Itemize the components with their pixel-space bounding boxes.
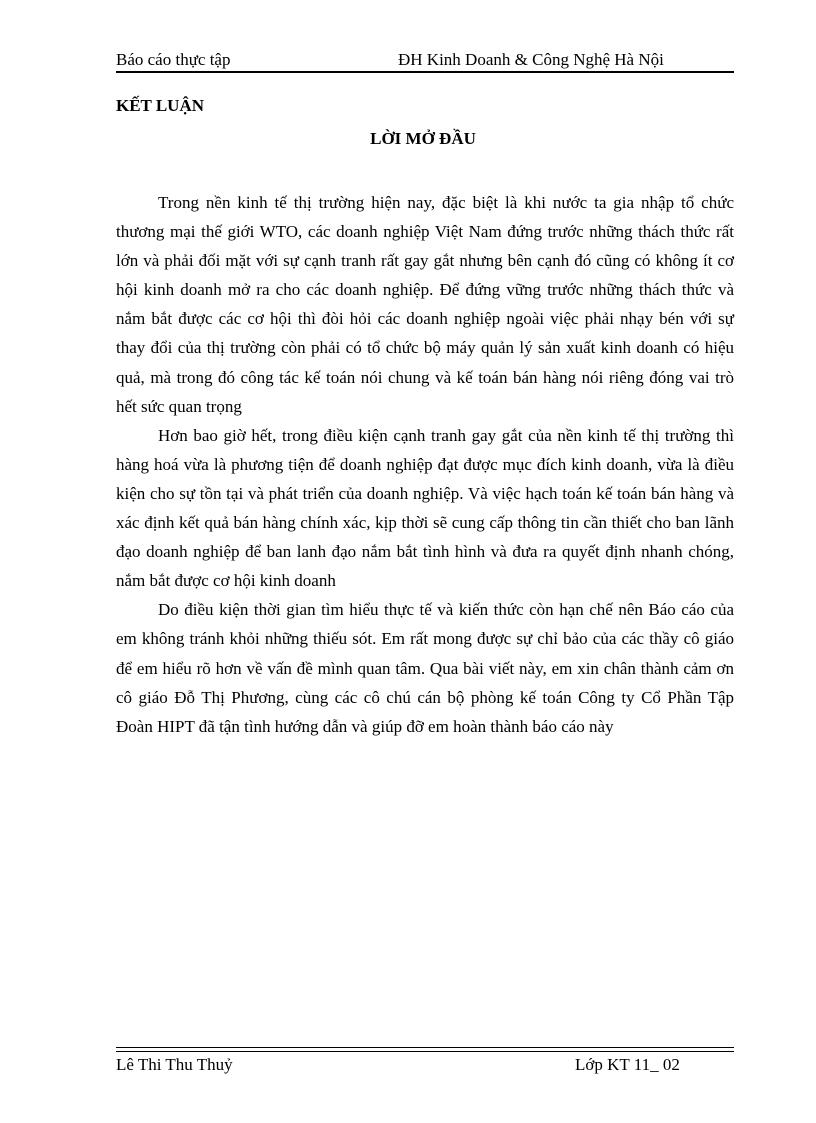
- footer-divider-bottom: [116, 1051, 734, 1052]
- header-university: ĐH Kinh Doanh & Công Nghệ Hà Nội: [398, 50, 664, 69]
- footer-divider-top: [116, 1047, 734, 1048]
- paragraph: Hơn bao giờ hết, trong điều kiện cạnh tranh gay gắt của nền kinh tế thị trường thì hàng hoá vừa là phương tiện để doanh nghiệp đạt được mục đích kinh doanh, vừa là điều kiện cho sự tồn tại và phát triển của doanh nghiệp. Và việc hạch toán kế toán bán hàng và xác định kết quả bán hàng chính xác, kịp thời sẽ cung cấp thông tin cần thiết cho ban lãnh đạo doanh nghiệp để ban lanh đạo nắm bắt tình hình và đưa ra quyết định nhanh chóng, nắm bắt được cơ hội kinh doanh: [116, 425, 734, 591]
- paragraph: Trong nền kinh tế thị trường hiện nay, đặc biệt là khi nước ta gia nhập tổ chức thương mại thế giới WTO, các doanh nghiệp Việt Nam đứng trước những thách thức rất lớn và phải đối mặt với sự cạnh tranh rất gay gắt nhưng bên cạnh đó cũng có không ít cơ hội kinh doanh mở ra cho các doanh nghiệp. Để đứng vững trước những thách thức và nắm bắt được các cơ hội thì đòi hỏi các doanh nghiệp ngoài việc phải nhạy bén với sự thay đổi của thị trường còn phải có tổ chức bộ máy quản lý sản xuất kinh doanh có hiệu quả, mà trong đó công tác kế toán nói chung và kế toán bán hàng nói riêng đóng vai trò hết sức quan trọng: [116, 193, 734, 416]
- footer-class: Lớp KT 11_ 02: [575, 1055, 680, 1074]
- heading-ket-luan: KẾT LUẬN: [116, 96, 205, 115]
- header-report-title: Báo cáo thực tập: [116, 50, 231, 69]
- page-footer: [116, 1055, 734, 1079]
- footer-author: Lê Thi Thu Thuỷ: [116, 1055, 233, 1074]
- heading-loi-mo-dau: LỜI MỞ ĐẦU: [370, 129, 476, 148]
- paragraph: Do điều kiện thời gian tìm hiểu thực tế và kiến thức còn hạn chế nên Báo cáo của em không tránh khỏi những thiếu sót. Em rất mong được sự chỉ bảo của các thầy cô giáo để em hiểu rõ hơn về vấn đề mình quan tâm. Qua bài viết này, em xin chân thành cảm ơn cô giáo Đỗ Thị Phương, cùng các cô chú cán bộ phòng kế toán Công ty Cổ Phần Tập Đoàn HIPT đã tận tình hướng dẫn và giúp đỡ em hoàn thành báo cáo này: [116, 600, 734, 736]
- document-body: [116, 188, 734, 741]
- header-divider: [116, 71, 734, 73]
- page-header: [116, 50, 734, 72]
